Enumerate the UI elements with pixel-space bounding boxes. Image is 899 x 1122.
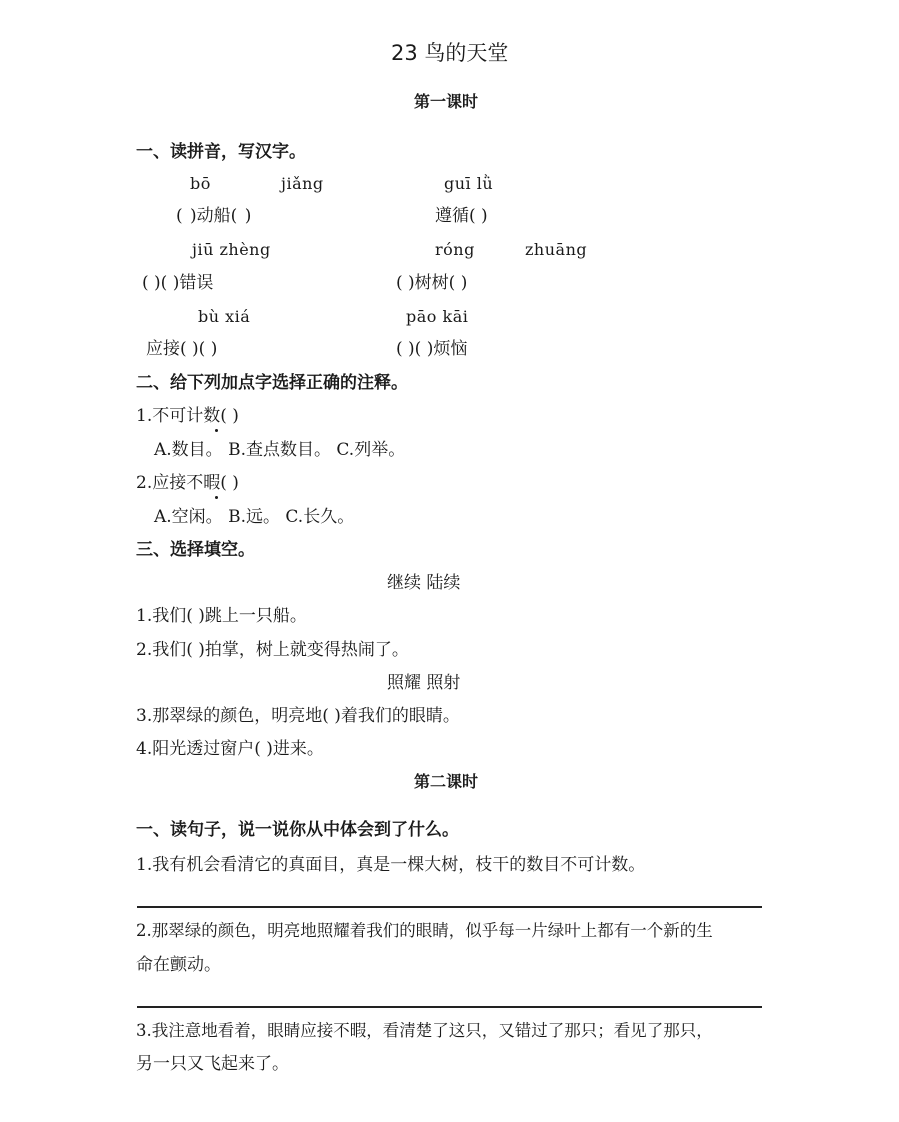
pinyin-zhuang: zhuāng bbox=[525, 240, 588, 259]
fill-blank-row-3a: 应接( )( ) bbox=[146, 339, 218, 359]
emphasis-dot bbox=[215, 429, 218, 432]
pinyin-bo: bō bbox=[190, 174, 211, 193]
fill-blank-row-3b: ( )( )烦恼 bbox=[396, 339, 468, 359]
question-2-2-options: A.空闲。 B.远。 C.长久。 bbox=[154, 507, 355, 527]
pinyin-bu-xia: bù xiá bbox=[198, 307, 251, 326]
pinyin-gui-lu: guī lǜ bbox=[444, 174, 494, 193]
question-3-3: 3.那翠绿的颜色，明亮地( )着我们的眼睛。 bbox=[136, 706, 460, 726]
question-2-1-options: A.数目。 B.查点数目。 C.列举。 bbox=[154, 440, 406, 460]
lesson-2-section-1-heading: 一、读句子，说一说你从中体会到了什么。 bbox=[136, 820, 459, 840]
section-3-heading: 三、选择填空。 bbox=[136, 540, 255, 560]
sentence-1: 1.我有机会看清它的真面目，真是一棵大树，枝干的数目不可计数。 bbox=[136, 855, 646, 875]
pinyin-rong: róng bbox=[435, 240, 475, 259]
fill-blank-row-2b: ( )树树( ) bbox=[396, 273, 468, 293]
question-3-1: 1.我们( )跳上一只船。 bbox=[136, 606, 307, 626]
sentence-3-line-2: 另一只又飞起来了。 bbox=[136, 1054, 289, 1074]
sentence-2-line-2: 命在颤动。 bbox=[136, 955, 221, 975]
sentence-3-line-1: 3.我注意地看着，眼睛应接不暇，看清楚了这只，又错过了那只；看见了那只， bbox=[136, 1021, 713, 1040]
emphasis-dot bbox=[215, 496, 218, 499]
lesson-1-heading: 第一课时 bbox=[414, 92, 479, 111]
fill-blank-row-2a: ( )( )错误 bbox=[142, 273, 214, 293]
fill-blank-row-1a: ( )动船( ) bbox=[176, 206, 252, 226]
sentence-2-line-1: 2.那翠绿的颜色，明亮地照耀着我们的眼睛，似乎每一片绿叶上都有一个新的生 bbox=[136, 921, 713, 940]
section-2-heading: 二、给下列加点字选择正确的注释。 bbox=[136, 373, 408, 393]
word-choices-2: 照耀 照射 bbox=[387, 673, 461, 693]
section-1-heading: 一、读拼音，写汉字。 bbox=[136, 142, 306, 162]
lesson-2-heading: 第二课时 bbox=[414, 772, 479, 791]
pinyin-pao-kai: pāo kāi bbox=[406, 307, 469, 326]
question-2-2: 2.应接不暇( ) bbox=[136, 473, 239, 493]
pinyin-jiang: jiǎng bbox=[281, 174, 324, 193]
fill-blank-row-1b: 遵循( ) bbox=[435, 206, 488, 226]
word-choices-1: 继续 陆续 bbox=[387, 573, 461, 593]
question-3-4: 4.阳光透过窗户( )进来。 bbox=[136, 739, 324, 759]
answer-line bbox=[137, 1006, 762, 1008]
answer-line bbox=[137, 906, 762, 908]
pinyin-jiu-zheng: jiū zhèng bbox=[192, 240, 271, 259]
question-2-1: 1.不可计数( ) bbox=[136, 406, 239, 426]
question-3-2: 2.我们( )拍掌，树上就变得热闹了。 bbox=[136, 640, 409, 660]
page-title: 23 鸟的天堂 bbox=[391, 41, 509, 65]
